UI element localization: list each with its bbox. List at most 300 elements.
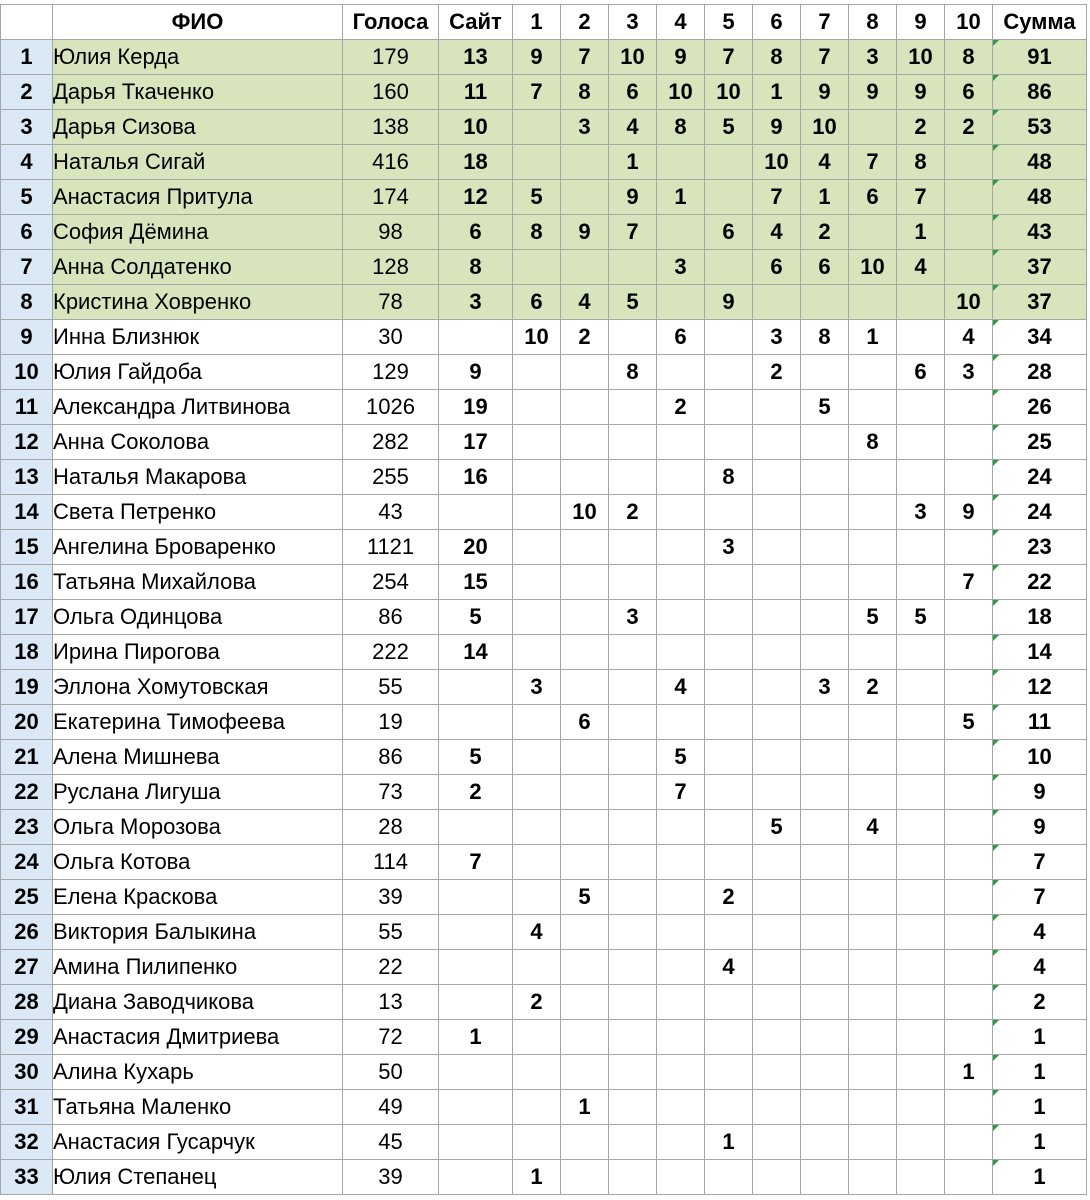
- site-cell[interactable]: 17: [439, 425, 513, 460]
- judge-6-score-cell[interactable]: [753, 1055, 801, 1090]
- judge-10-score-cell[interactable]: [945, 180, 993, 215]
- judge-8-score-cell[interactable]: 4: [849, 810, 897, 845]
- sum-cell[interactable]: 1: [993, 1020, 1087, 1055]
- judge-9-score-cell[interactable]: [897, 320, 945, 355]
- judge-3-score-cell[interactable]: [609, 845, 657, 880]
- judge-4-score-cell[interactable]: [657, 880, 705, 915]
- judge-10-score-cell[interactable]: 3: [945, 355, 993, 390]
- judge-2-score-cell[interactable]: [561, 845, 609, 880]
- name-cell[interactable]: Ангелина Броваренко: [53, 530, 343, 565]
- judge-10-score-cell[interactable]: [945, 845, 993, 880]
- sum-cell[interactable]: 26: [993, 390, 1087, 425]
- judge-6-score-cell[interactable]: 10: [753, 145, 801, 180]
- judge-2-score-cell[interactable]: [561, 145, 609, 180]
- sum-cell[interactable]: 25: [993, 425, 1087, 460]
- judge-1-score-cell[interactable]: [513, 250, 561, 285]
- sum-cell[interactable]: 7: [993, 845, 1087, 880]
- judge-3-score-cell[interactable]: [609, 740, 657, 775]
- judge-1-score-cell[interactable]: [513, 845, 561, 880]
- judge-10-score-cell[interactable]: 4: [945, 320, 993, 355]
- judge-3-score-cell[interactable]: [609, 460, 657, 495]
- row-number[interactable]: 2: [1, 75, 53, 110]
- row-number[interactable]: 20: [1, 705, 53, 740]
- judge-9-score-cell[interactable]: [897, 530, 945, 565]
- judge-1-score-cell[interactable]: [513, 1020, 561, 1055]
- judge-7-score-cell[interactable]: [801, 845, 849, 880]
- sum-cell[interactable]: 12: [993, 670, 1087, 705]
- name-cell[interactable]: Анна Соколова: [53, 425, 343, 460]
- sum-cell[interactable]: 7: [993, 880, 1087, 915]
- site-cell[interactable]: 2: [439, 775, 513, 810]
- judge-6-score-cell[interactable]: 7: [753, 180, 801, 215]
- judge-5-score-cell[interactable]: [705, 845, 753, 880]
- judge-9-score-cell[interactable]: [897, 845, 945, 880]
- judge-4-score-cell[interactable]: 8: [657, 110, 705, 145]
- judge-10-score-cell[interactable]: 6: [945, 75, 993, 110]
- site-cell[interactable]: 15: [439, 565, 513, 600]
- judge-6-score-cell[interactable]: [753, 705, 801, 740]
- site-cell[interactable]: [439, 880, 513, 915]
- judge-3-score-cell[interactable]: [609, 635, 657, 670]
- judge-10-score-cell[interactable]: [945, 635, 993, 670]
- judge-1-score-cell[interactable]: [513, 635, 561, 670]
- site-cell[interactable]: [439, 705, 513, 740]
- judge-4-score-cell[interactable]: [657, 635, 705, 670]
- judge-7-score-cell[interactable]: 3: [801, 670, 849, 705]
- judge-5-score-cell[interactable]: [705, 810, 753, 845]
- judge-4-score-cell[interactable]: [657, 145, 705, 180]
- judge-1-score-cell[interactable]: 6: [513, 285, 561, 320]
- site-cell[interactable]: 14: [439, 635, 513, 670]
- judge-5-score-cell[interactable]: [705, 740, 753, 775]
- judge-8-score-cell[interactable]: [849, 215, 897, 250]
- judge-4-score-cell[interactable]: [657, 425, 705, 460]
- row-number[interactable]: 19: [1, 670, 53, 705]
- judge-3-score-cell[interactable]: [609, 985, 657, 1020]
- sum-cell[interactable]: 1: [993, 1125, 1087, 1160]
- judge-4-score-cell[interactable]: 1: [657, 180, 705, 215]
- sum-cell[interactable]: 9: [993, 810, 1087, 845]
- judge-10-score-cell[interactable]: [945, 600, 993, 635]
- judge-5-score-cell[interactable]: [705, 670, 753, 705]
- judge-7-score-cell[interactable]: [801, 565, 849, 600]
- name-cell[interactable]: Руслана Лигуша: [53, 775, 343, 810]
- judge-1-score-cell[interactable]: 1: [513, 1160, 561, 1195]
- judge-5-score-cell[interactable]: [705, 565, 753, 600]
- judge-6-score-cell[interactable]: 8: [753, 40, 801, 75]
- judge-10-score-cell[interactable]: [945, 985, 993, 1020]
- judge-7-score-cell[interactable]: [801, 880, 849, 915]
- name-cell[interactable]: Света Петренко: [53, 495, 343, 530]
- judge-9-score-cell[interactable]: [897, 775, 945, 810]
- judge-1-score-cell[interactable]: [513, 775, 561, 810]
- judge-6-score-cell[interactable]: [753, 565, 801, 600]
- judge-9-score-cell[interactable]: [897, 565, 945, 600]
- judge-9-score-cell[interactable]: [897, 285, 945, 320]
- site-cell[interactable]: 13: [439, 40, 513, 75]
- judge-10-score-cell[interactable]: 5: [945, 705, 993, 740]
- judge-3-score-cell[interactable]: [609, 915, 657, 950]
- judge-1-score-cell[interactable]: [513, 600, 561, 635]
- name-cell[interactable]: Юлия Гайдоба: [53, 355, 343, 390]
- judge-9-score-cell[interactable]: [897, 915, 945, 950]
- judge-6-score-cell[interactable]: 3: [753, 320, 801, 355]
- judge-5-score-cell[interactable]: 2: [705, 880, 753, 915]
- sum-cell[interactable]: 24: [993, 460, 1087, 495]
- judge-8-score-cell[interactable]: [849, 1020, 897, 1055]
- judge-1-score-cell[interactable]: [513, 355, 561, 390]
- judge-2-score-cell[interactable]: [561, 1160, 609, 1195]
- sum-cell[interactable]: 48: [993, 145, 1087, 180]
- judge-1-score-cell[interactable]: 9: [513, 40, 561, 75]
- votes-cell[interactable]: 222: [343, 635, 439, 670]
- judge-3-score-cell[interactable]: [609, 880, 657, 915]
- judge-5-score-cell[interactable]: [705, 250, 753, 285]
- judge-3-score-cell[interactable]: [609, 670, 657, 705]
- row-number[interactable]: 26: [1, 915, 53, 950]
- sum-cell[interactable]: 34: [993, 320, 1087, 355]
- judge-6-score-cell[interactable]: [753, 425, 801, 460]
- judge-3-score-cell[interactable]: [609, 705, 657, 740]
- judge-9-score-cell[interactable]: [897, 1090, 945, 1125]
- judge-8-score-cell[interactable]: [849, 285, 897, 320]
- judge-9-score-cell[interactable]: [897, 425, 945, 460]
- judge-3-score-cell[interactable]: 9: [609, 180, 657, 215]
- judge-1-score-cell[interactable]: 2: [513, 985, 561, 1020]
- judge-10-score-cell[interactable]: [945, 1090, 993, 1125]
- judge-3-score-cell[interactable]: 8: [609, 355, 657, 390]
- votes-cell[interactable]: 55: [343, 670, 439, 705]
- site-cell[interactable]: [439, 1055, 513, 1090]
- sum-cell[interactable]: 91: [993, 40, 1087, 75]
- judge-1-score-cell[interactable]: 7: [513, 75, 561, 110]
- judge-4-score-cell[interactable]: [657, 845, 705, 880]
- site-cell[interactable]: 19: [439, 390, 513, 425]
- sum-cell[interactable]: 4: [993, 950, 1087, 985]
- judge-8-score-cell[interactable]: 8: [849, 425, 897, 460]
- votes-cell[interactable]: 55: [343, 915, 439, 950]
- judge-9-score-cell[interactable]: 9: [897, 75, 945, 110]
- votes-cell[interactable]: 1026: [343, 390, 439, 425]
- judge-5-score-cell[interactable]: [705, 390, 753, 425]
- judge-7-score-cell[interactable]: [801, 1090, 849, 1125]
- judge-8-score-cell[interactable]: 2: [849, 670, 897, 705]
- judge-2-score-cell[interactable]: [561, 670, 609, 705]
- judge-6-score-cell[interactable]: [753, 285, 801, 320]
- judge-6-score-cell[interactable]: [753, 390, 801, 425]
- judge-8-score-cell[interactable]: [849, 635, 897, 670]
- row-number[interactable]: 1: [1, 40, 53, 75]
- judge-2-score-cell[interactable]: [561, 740, 609, 775]
- row-number[interactable]: 18: [1, 635, 53, 670]
- judge-6-score-cell[interactable]: [753, 880, 801, 915]
- site-cell[interactable]: 16: [439, 460, 513, 495]
- name-cell[interactable]: Юлия Степанец: [53, 1160, 343, 1195]
- judge-6-score-cell[interactable]: [753, 1125, 801, 1160]
- judge-2-score-cell[interactable]: [561, 250, 609, 285]
- judge-6-score-cell[interactable]: [753, 460, 801, 495]
- name-cell[interactable]: Александра Литвинова: [53, 390, 343, 425]
- judge-4-score-cell[interactable]: [657, 1020, 705, 1055]
- row-number[interactable]: 15: [1, 530, 53, 565]
- judge-4-score-cell[interactable]: 6: [657, 320, 705, 355]
- header-judge-2[interactable]: 2: [561, 5, 609, 40]
- row-number[interactable]: 9: [1, 320, 53, 355]
- name-cell[interactable]: Эллона Хомутовская: [53, 670, 343, 705]
- site-cell[interactable]: [439, 1125, 513, 1160]
- judge-1-score-cell[interactable]: 4: [513, 915, 561, 950]
- site-cell[interactable]: 11: [439, 75, 513, 110]
- votes-cell[interactable]: 30: [343, 320, 439, 355]
- judge-10-score-cell[interactable]: [945, 775, 993, 810]
- name-cell[interactable]: Елена Краскова: [53, 880, 343, 915]
- judge-4-score-cell[interactable]: [657, 600, 705, 635]
- judge-9-score-cell[interactable]: [897, 390, 945, 425]
- judge-2-score-cell[interactable]: [561, 180, 609, 215]
- site-cell[interactable]: 18: [439, 145, 513, 180]
- judge-6-score-cell[interactable]: [753, 1160, 801, 1195]
- judge-9-score-cell[interactable]: 2: [897, 110, 945, 145]
- judge-5-score-cell[interactable]: [705, 180, 753, 215]
- judge-8-score-cell[interactable]: [849, 950, 897, 985]
- judge-6-score-cell[interactable]: 9: [753, 110, 801, 145]
- judge-10-score-cell[interactable]: [945, 1125, 993, 1160]
- row-number[interactable]: 25: [1, 880, 53, 915]
- judge-7-score-cell[interactable]: [801, 635, 849, 670]
- votes-cell[interactable]: 73: [343, 775, 439, 810]
- judge-3-score-cell[interactable]: [609, 1055, 657, 1090]
- judge-2-score-cell[interactable]: [561, 460, 609, 495]
- judge-8-score-cell[interactable]: [849, 740, 897, 775]
- site-cell[interactable]: [439, 1160, 513, 1195]
- judge-7-score-cell[interactable]: 5: [801, 390, 849, 425]
- row-number[interactable]: 23: [1, 810, 53, 845]
- judge-4-score-cell[interactable]: [657, 1090, 705, 1125]
- judge-2-score-cell[interactable]: 4: [561, 285, 609, 320]
- judge-9-score-cell[interactable]: [897, 635, 945, 670]
- header-judge-3[interactable]: 3: [609, 5, 657, 40]
- judge-6-score-cell[interactable]: [753, 845, 801, 880]
- sum-cell[interactable]: 37: [993, 285, 1087, 320]
- judge-3-score-cell[interactable]: [609, 1020, 657, 1055]
- row-number[interactable]: 4: [1, 145, 53, 180]
- judge-2-score-cell[interactable]: [561, 390, 609, 425]
- judge-10-score-cell[interactable]: [945, 390, 993, 425]
- row-number[interactable]: 8: [1, 285, 53, 320]
- judge-8-score-cell[interactable]: [849, 880, 897, 915]
- judge-2-score-cell[interactable]: 10: [561, 495, 609, 530]
- judge-2-score-cell[interactable]: [561, 950, 609, 985]
- judge-8-score-cell[interactable]: 1: [849, 320, 897, 355]
- judge-4-score-cell[interactable]: [657, 1055, 705, 1090]
- sum-cell[interactable]: 22: [993, 565, 1087, 600]
- site-cell[interactable]: [439, 320, 513, 355]
- judge-7-score-cell[interactable]: 8: [801, 320, 849, 355]
- sum-cell[interactable]: 23: [993, 530, 1087, 565]
- judge-10-score-cell[interactable]: [945, 810, 993, 845]
- judge-8-score-cell[interactable]: [849, 565, 897, 600]
- votes-cell[interactable]: 39: [343, 1160, 439, 1195]
- name-cell[interactable]: Алина Кухарь: [53, 1055, 343, 1090]
- judge-5-score-cell[interactable]: 4: [705, 950, 753, 985]
- header-judge-5[interactable]: 5: [705, 5, 753, 40]
- name-cell[interactable]: Наталья Сигай: [53, 145, 343, 180]
- sum-cell[interactable]: 18: [993, 600, 1087, 635]
- judge-1-score-cell[interactable]: [513, 425, 561, 460]
- judge-7-score-cell[interactable]: 1: [801, 180, 849, 215]
- site-cell[interactable]: 5: [439, 740, 513, 775]
- judge-4-score-cell[interactable]: [657, 530, 705, 565]
- header-sum[interactable]: Сумма: [993, 5, 1087, 40]
- judge-10-score-cell[interactable]: 9: [945, 495, 993, 530]
- judge-9-score-cell[interactable]: 3: [897, 495, 945, 530]
- judge-7-score-cell[interactable]: 10: [801, 110, 849, 145]
- judge-10-score-cell[interactable]: 2: [945, 110, 993, 145]
- name-cell[interactable]: Амина Пилипенко: [53, 950, 343, 985]
- votes-cell[interactable]: 78: [343, 285, 439, 320]
- judge-6-score-cell[interactable]: 2: [753, 355, 801, 390]
- judge-1-score-cell[interactable]: [513, 810, 561, 845]
- judge-1-score-cell[interactable]: [513, 705, 561, 740]
- judge-10-score-cell[interactable]: [945, 425, 993, 460]
- judge-3-score-cell[interactable]: 6: [609, 75, 657, 110]
- judge-5-score-cell[interactable]: [705, 915, 753, 950]
- judge-4-score-cell[interactable]: 2: [657, 390, 705, 425]
- judge-7-score-cell[interactable]: [801, 810, 849, 845]
- header-site[interactable]: Сайт: [439, 5, 513, 40]
- judge-1-score-cell[interactable]: [513, 110, 561, 145]
- sum-cell[interactable]: 86: [993, 75, 1087, 110]
- judge-2-score-cell[interactable]: [561, 600, 609, 635]
- name-cell[interactable]: Инна Близнюк: [53, 320, 343, 355]
- judge-2-score-cell[interactable]: 1: [561, 1090, 609, 1125]
- judge-4-score-cell[interactable]: [657, 285, 705, 320]
- judge-5-score-cell[interactable]: 9: [705, 285, 753, 320]
- judge-3-score-cell[interactable]: 3: [609, 600, 657, 635]
- judge-4-score-cell[interactable]: 7: [657, 775, 705, 810]
- judge-8-score-cell[interactable]: [849, 1090, 897, 1125]
- judge-6-score-cell[interactable]: [753, 1090, 801, 1125]
- judge-2-score-cell[interactable]: [561, 1055, 609, 1090]
- site-cell[interactable]: 1: [439, 1020, 513, 1055]
- judge-4-score-cell[interactable]: [657, 355, 705, 390]
- judge-6-score-cell[interactable]: [753, 495, 801, 530]
- judge-9-score-cell[interactable]: [897, 670, 945, 705]
- votes-cell[interactable]: 86: [343, 600, 439, 635]
- site-cell[interactable]: [439, 810, 513, 845]
- judge-4-score-cell[interactable]: 3: [657, 250, 705, 285]
- row-number[interactable]: 24: [1, 845, 53, 880]
- votes-cell[interactable]: 138: [343, 110, 439, 145]
- judge-3-score-cell[interactable]: 2: [609, 495, 657, 530]
- judge-3-score-cell[interactable]: [609, 390, 657, 425]
- judge-10-score-cell[interactable]: [945, 460, 993, 495]
- votes-cell[interactable]: 49: [343, 1090, 439, 1125]
- judge-10-score-cell[interactable]: 8: [945, 40, 993, 75]
- judge-4-score-cell[interactable]: [657, 915, 705, 950]
- header-judge-4[interactable]: 4: [657, 5, 705, 40]
- site-cell[interactable]: [439, 670, 513, 705]
- name-cell[interactable]: Анна Солдатенко: [53, 250, 343, 285]
- votes-cell[interactable]: 128: [343, 250, 439, 285]
- judge-2-score-cell[interactable]: [561, 775, 609, 810]
- judge-8-score-cell[interactable]: [849, 1055, 897, 1090]
- judge-7-score-cell[interactable]: [801, 1055, 849, 1090]
- judge-7-score-cell[interactable]: [801, 425, 849, 460]
- judge-2-score-cell[interactable]: [561, 810, 609, 845]
- judge-8-score-cell[interactable]: [849, 110, 897, 145]
- header-name[interactable]: ФИО: [53, 5, 343, 40]
- judge-2-score-cell[interactable]: 8: [561, 75, 609, 110]
- judge-1-score-cell[interactable]: [513, 1090, 561, 1125]
- judge-1-score-cell[interactable]: 8: [513, 215, 561, 250]
- judge-5-score-cell[interactable]: [705, 985, 753, 1020]
- judge-3-score-cell[interactable]: 4: [609, 110, 657, 145]
- judge-5-score-cell[interactable]: 5: [705, 110, 753, 145]
- row-number[interactable]: 28: [1, 985, 53, 1020]
- judge-8-score-cell[interactable]: [849, 390, 897, 425]
- judge-7-score-cell[interactable]: 7: [801, 40, 849, 75]
- judge-1-score-cell[interactable]: [513, 565, 561, 600]
- judge-5-score-cell[interactable]: [705, 1090, 753, 1125]
- sum-cell[interactable]: 11: [993, 705, 1087, 740]
- judge-6-score-cell[interactable]: 5: [753, 810, 801, 845]
- judge-7-score-cell[interactable]: [801, 495, 849, 530]
- votes-cell[interactable]: 45: [343, 1125, 439, 1160]
- judge-2-score-cell[interactable]: [561, 915, 609, 950]
- judge-10-score-cell[interactable]: [945, 915, 993, 950]
- judge-5-score-cell[interactable]: 8: [705, 460, 753, 495]
- judge-4-score-cell[interactable]: [657, 565, 705, 600]
- site-cell[interactable]: 5: [439, 600, 513, 635]
- judge-6-score-cell[interactable]: 6: [753, 250, 801, 285]
- judge-1-score-cell[interactable]: [513, 1125, 561, 1160]
- judge-9-score-cell[interactable]: [897, 985, 945, 1020]
- judge-9-score-cell[interactable]: 6: [897, 355, 945, 390]
- judge-6-score-cell[interactable]: 4: [753, 215, 801, 250]
- judge-6-score-cell[interactable]: [753, 670, 801, 705]
- judge-3-score-cell[interactable]: 1: [609, 145, 657, 180]
- judge-5-score-cell[interactable]: [705, 425, 753, 460]
- judge-2-score-cell[interactable]: [561, 635, 609, 670]
- judge-7-score-cell[interactable]: [801, 285, 849, 320]
- votes-cell[interactable]: 254: [343, 565, 439, 600]
- name-cell[interactable]: Ольга Котова: [53, 845, 343, 880]
- row-number[interactable]: 30: [1, 1055, 53, 1090]
- judge-9-score-cell[interactable]: [897, 1020, 945, 1055]
- judge-3-score-cell[interactable]: [609, 810, 657, 845]
- votes-cell[interactable]: 50: [343, 1055, 439, 1090]
- votes-cell[interactable]: 160: [343, 75, 439, 110]
- judge-7-score-cell[interactable]: [801, 915, 849, 950]
- judge-8-score-cell[interactable]: [849, 495, 897, 530]
- votes-cell[interactable]: 114: [343, 845, 439, 880]
- judge-3-score-cell[interactable]: 7: [609, 215, 657, 250]
- site-cell[interactable]: 12: [439, 180, 513, 215]
- judge-2-score-cell[interactable]: [561, 1125, 609, 1160]
- judge-10-score-cell[interactable]: [945, 250, 993, 285]
- sum-cell[interactable]: 24: [993, 495, 1087, 530]
- judge-8-score-cell[interactable]: [849, 915, 897, 950]
- judge-10-score-cell[interactable]: [945, 215, 993, 250]
- judge-8-score-cell[interactable]: 9: [849, 75, 897, 110]
- row-number[interactable]: 31: [1, 1090, 53, 1125]
- judge-2-score-cell[interactable]: [561, 425, 609, 460]
- votes-cell[interactable]: 282: [343, 425, 439, 460]
- votes-cell[interactable]: 1121: [343, 530, 439, 565]
- judge-5-score-cell[interactable]: [705, 145, 753, 180]
- judge-10-score-cell[interactable]: 10: [945, 285, 993, 320]
